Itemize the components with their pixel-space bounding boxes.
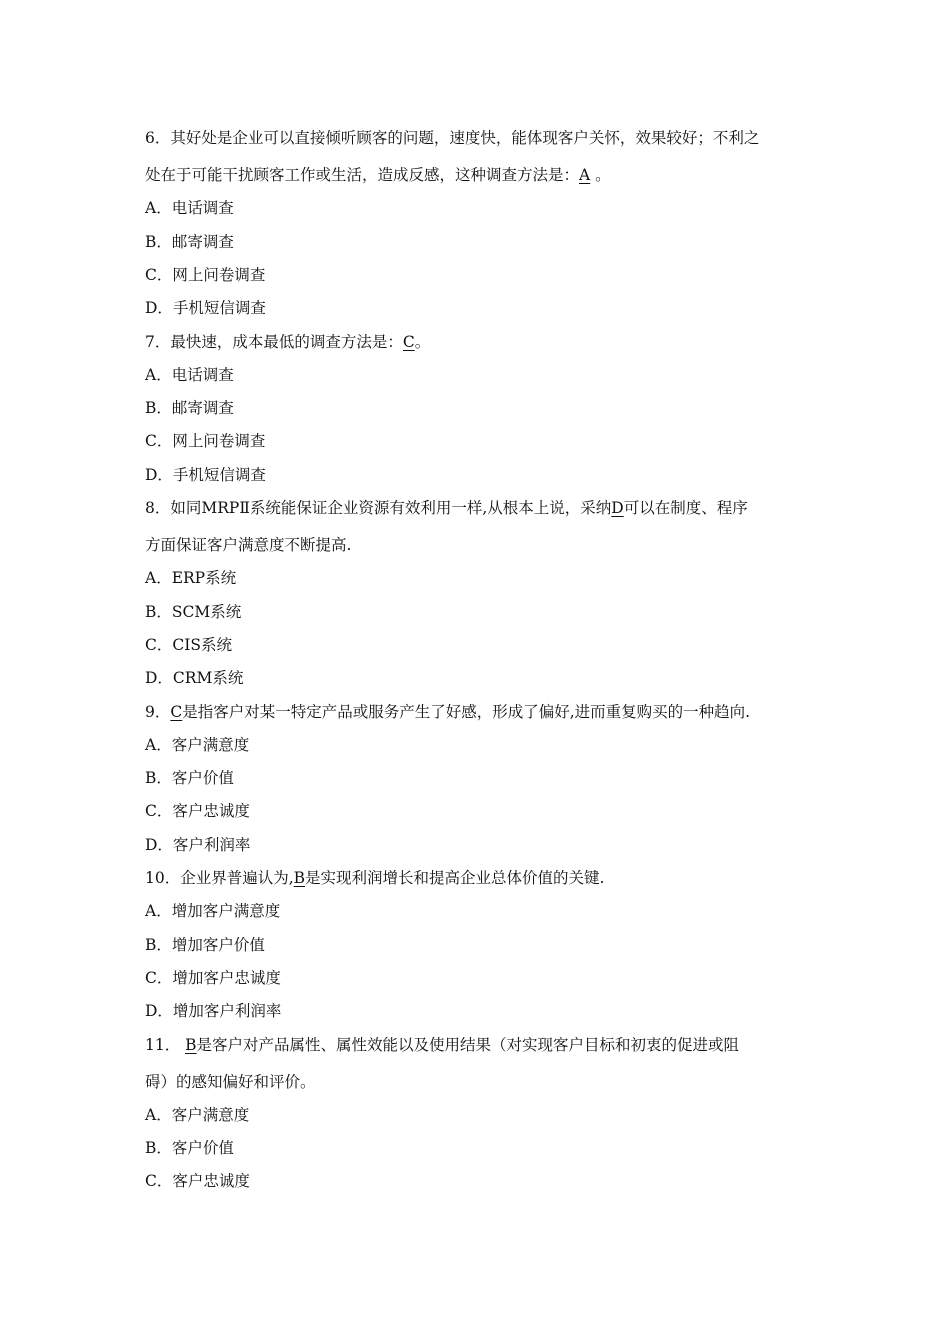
answer-option: B．SCM系统 [145, 602, 242, 621]
answer-blank: D [611, 499, 624, 517]
answer-blank: A [579, 166, 591, 184]
answer-option: A．ERP系统 [145, 569, 237, 588]
answer-option: A．电话调查 [145, 365, 234, 384]
answer-blank: B [185, 1035, 197, 1054]
stem-text-tail: 。 [590, 166, 611, 184]
stem-text: 6．其好处是企业可以直接倾听顾客的问题，速度快，能体现客户关怀，效果较好；不利之 [145, 129, 760, 147]
answer-option: B．增加客户价值 [145, 935, 265, 954]
answer-option: B．客户价值 [145, 769, 234, 788]
question-stem-line [145, 165, 611, 185]
answer-option: D．手机短信调查 [145, 299, 266, 318]
stem-text-tail: 。 [414, 332, 431, 351]
answer-option: D．手机短信调查 [145, 465, 266, 484]
question-stem-line [145, 702, 750, 722]
question-stem-line [145, 128, 759, 148]
answer-option: C．客户忠诚度 [145, 802, 250, 821]
answer-option: B．邮寄调查 [145, 232, 234, 251]
question-stem-line [145, 1072, 316, 1092]
question-stem-line [145, 498, 748, 518]
answer-option: D．CRM系统 [145, 669, 244, 688]
stem-text: 10．企业界普遍认为, [145, 869, 294, 887]
answer-option: C．网上问卷调查 [145, 265, 266, 284]
stem-text-tail: 可以在制度、程序 [623, 499, 748, 517]
stem-text-tail: 是客户对产品属性、属性效能以及使用结果（对实现客户目标和初衷的促进或阻 [196, 1035, 740, 1054]
answer-option: C．网上问卷调查 [145, 432, 266, 451]
answer-option: A．客户满意度 [145, 735, 250, 754]
answer-option: A．增加客户满意度 [145, 902, 281, 921]
stem-text: 处在于可能干扰顾客工作或生活，造成反感，这种调查方法是： [145, 166, 580, 184]
stem-text: 方面保证客户满意度不断提高. [145, 536, 352, 554]
answer-blank: B [293, 869, 306, 887]
stem-text: 7．最快速，成本最低的调查方法是： [145, 332, 403, 351]
question-stem-line [145, 535, 351, 555]
stem-text: 碍）的感知偏好和评价。 [145, 1072, 316, 1091]
stem-text: 9． [145, 702, 171, 721]
answer-option: C．增加客户忠诚度 [145, 968, 281, 987]
answer-option: B．客户价值 [145, 1139, 234, 1158]
answer-blank: C [170, 702, 183, 721]
stem-text-tail: 是实现利润增长和提高企业总体价值的关键. [305, 869, 605, 887]
stem-text: 11． [145, 1035, 186, 1054]
question-stem-line [145, 868, 604, 888]
answer-option: A．客户满意度 [145, 1105, 250, 1124]
answer-option: C．客户忠诚度 [145, 1172, 250, 1191]
question-stem-line [145, 1035, 739, 1055]
answer-blank: C [402, 332, 415, 351]
question-stem-line [145, 332, 430, 352]
stem-text-tail: 是指客户对某一特定产品或服务产生了好感，形成了偏好,进而重复购买的一种趋向. [182, 702, 751, 721]
stem-text: 8．如同MRPⅡ系统能保证企业资源有效利用一样,从根本上说，采纳 [145, 499, 612, 517]
answer-option: D．增加客户利润率 [145, 1002, 282, 1021]
answer-option: D．客户利润率 [145, 835, 251, 854]
answer-option: A．电话调查 [145, 199, 234, 218]
answer-option: C．CIS系统 [145, 635, 232, 654]
answer-option: B．邮寄调查 [145, 399, 234, 418]
